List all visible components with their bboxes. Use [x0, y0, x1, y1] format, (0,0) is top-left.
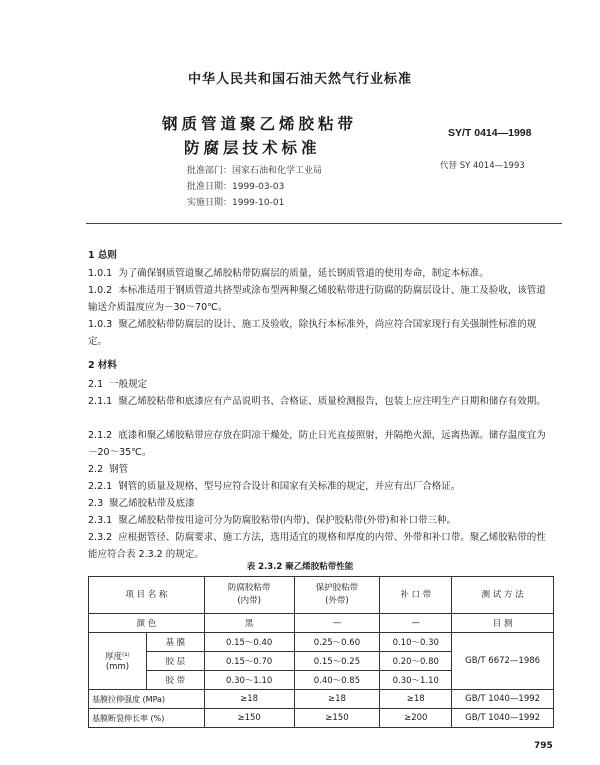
clause-number: 2.2: [88, 464, 104, 475]
header-outer-label: 保护胶粘带: [315, 583, 359, 593]
clause-2-2-1: [88, 478, 553, 495]
cell-patch: ≥18: [380, 690, 452, 709]
cell-patch: ≥200: [380, 709, 452, 728]
replaces-standard: 代替 SY 4014—1993: [440, 161, 525, 171]
cell-patch: 0.10～0.30: [380, 633, 452, 652]
header-inner-sub: (内带): [237, 596, 261, 606]
thickness-label-cell: [89, 633, 147, 690]
row-label: 基膜拉伸强度 (MPa): [89, 690, 205, 709]
clause-number: 1.0.3: [88, 319, 113, 330]
cell-inner: 0.15～0.70: [204, 652, 294, 671]
cell-outer: 0.25～0.60: [294, 633, 380, 652]
cell-method: GB/T 1040—1992: [452, 690, 554, 709]
section-heading-materials: 2 材料: [88, 360, 117, 371]
row-label: 颜 色: [89, 614, 205, 633]
cell-patch: —: [380, 614, 452, 633]
cell-outer: ≥150: [294, 709, 380, 728]
header-outer: [294, 577, 380, 614]
clause-number: 2.3.1: [88, 515, 113, 526]
thickness-label: 厚度⁽¹⁾: [105, 652, 130, 662]
industry-standard-heading: 中华人民共和国石油天然气行业标准: [187, 72, 412, 87]
clause-text: 底漆和聚乙烯胶粘带应存放在阴凉干燥处，防止日光直接照射，并隔绝火源，远离热源。储存温度宜为－20～35℃。: [88, 430, 546, 458]
cell-inner: 0.30～1.10: [204, 671, 294, 690]
thickness-method: GB/T 6672—1986: [452, 633, 554, 690]
row-label: 基膜断裂伸长率 (%): [89, 709, 205, 728]
clause-text: 聚乙烯胶粘带和底漆应有产品说明书、合格证、质量检测报告，包装上应注明生产日期和储存有效期。: [118, 396, 546, 407]
header-patch: 补 口 带: [380, 577, 452, 614]
clause-number: 1.0.2: [88, 285, 113, 296]
clause-text: 钢管: [109, 464, 129, 475]
cell-patch: 0.20～0.80: [380, 652, 452, 671]
properties-table: [88, 576, 554, 728]
clause-text: 一般规定: [109, 379, 148, 390]
sub-label: 胶 层: [146, 652, 204, 671]
document-title-line2: 防腐层技术标准: [184, 139, 321, 157]
cell-inner: ≥150: [204, 709, 294, 728]
cell-outer: 0.15～0.25: [294, 652, 380, 671]
section-heading-general: 1 总则: [88, 250, 117, 261]
cell-method: GB/T 1040—1992: [452, 709, 554, 728]
page-number: 795: [534, 741, 553, 751]
clause-2-1-2: [88, 427, 553, 461]
header-inner: [204, 577, 294, 614]
header-item: 项 目 名 称: [89, 577, 205, 614]
document-title-line1: 钢质管道聚乙烯胶粘带: [162, 115, 358, 133]
cell-inner: 0.15～0.40: [204, 633, 294, 652]
clause-text: 应根据管径、防腐要求、施工方法，选用适宜的规格和厚度的内带、外带和补口带。聚乙烯胶粘带的性能应符合表 2.3.2 的规定。: [88, 532, 546, 560]
clause-2-2: [88, 461, 553, 478]
cell-outer: 0.40～0.85: [294, 671, 380, 690]
clause-number: 2.3.2: [88, 532, 113, 543]
clause-text: 聚乙烯胶粘带及底漆: [109, 498, 195, 509]
sub-label: 胶 带: [146, 671, 204, 690]
header-method: 测 试 方 法: [452, 577, 554, 614]
clause-number: 2.2.1: [88, 481, 113, 492]
approval-date: 批准日期：1999-03-03: [187, 182, 285, 192]
clause-2-3-1: [88, 512, 553, 529]
clause-text: 本标准适用于钢质管道共挤型或涂布型两种聚乙烯胶粘带进行防腐的防腐层设计、施工及验收，该管道输送介质温度应为－30～70℃。: [88, 285, 546, 313]
clause-number: 2.1.1: [88, 396, 113, 407]
clause-2-3-2: [88, 529, 553, 563]
table-row: [89, 633, 554, 652]
clause-text: 聚乙烯胶粘带防腐层的设计、施工及验收，除执行本标准外，尚应符合国家现行有关强制性标准的规定。: [88, 319, 537, 347]
clause-text: 聚乙烯胶粘带按用途可分为防腐胶粘带(内带)、保护胶粘带(外带)和补口带三种。: [118, 515, 457, 526]
clause-2-3: [88, 495, 553, 512]
table-row: [89, 614, 554, 633]
table-caption: 表 2.3.2 聚乙烯胶粘带性能: [246, 562, 354, 572]
cell-method: 目 测: [452, 614, 554, 633]
header-divider: [86, 223, 562, 224]
header-inner-label: 防腐胶粘带: [227, 583, 271, 593]
clause-2-1-1: [88, 393, 553, 410]
clause-2-1: [88, 376, 553, 393]
approval-department: 批准部门：国家石油和化学工业局: [187, 166, 323, 176]
cell-inner: 黑: [204, 614, 294, 633]
clause-number: 2.3: [88, 498, 104, 509]
table-row: [89, 690, 554, 709]
standard-number: SY/T 0414—1998: [448, 127, 532, 139]
cell-outer: ≥18: [294, 690, 380, 709]
table-row: [89, 709, 554, 728]
effective-date: 实施日期：1999-10-01: [187, 198, 285, 208]
clause-number: 2.1: [88, 379, 104, 390]
table-header-row: [89, 577, 554, 614]
clause-number: 2.1.2: [88, 430, 113, 441]
clause-text: 为了确保钢质管道聚乙烯胶粘带防腐层的质量，延长钢质管道的使用寿命，制定本标准。: [118, 268, 489, 279]
clause-number: 1.0.1: [88, 268, 113, 279]
clause-text: 钢管的质量及规格、型号应符合设计和国家有关标准的规定，并应有出厂合格证。: [118, 481, 461, 492]
cell-patch: 0.30～1.10: [380, 671, 452, 690]
clause-1-0-3: [88, 316, 553, 350]
clause-1-0-1: [88, 265, 553, 282]
sub-label: 基 膜: [146, 633, 204, 652]
clause-1-0-2: [88, 282, 553, 316]
cell-outer: —: [294, 614, 380, 633]
cell-inner: ≥18: [204, 690, 294, 709]
header-outer-sub: (外带): [325, 596, 349, 606]
thickness-unit: (mm): [105, 662, 130, 672]
